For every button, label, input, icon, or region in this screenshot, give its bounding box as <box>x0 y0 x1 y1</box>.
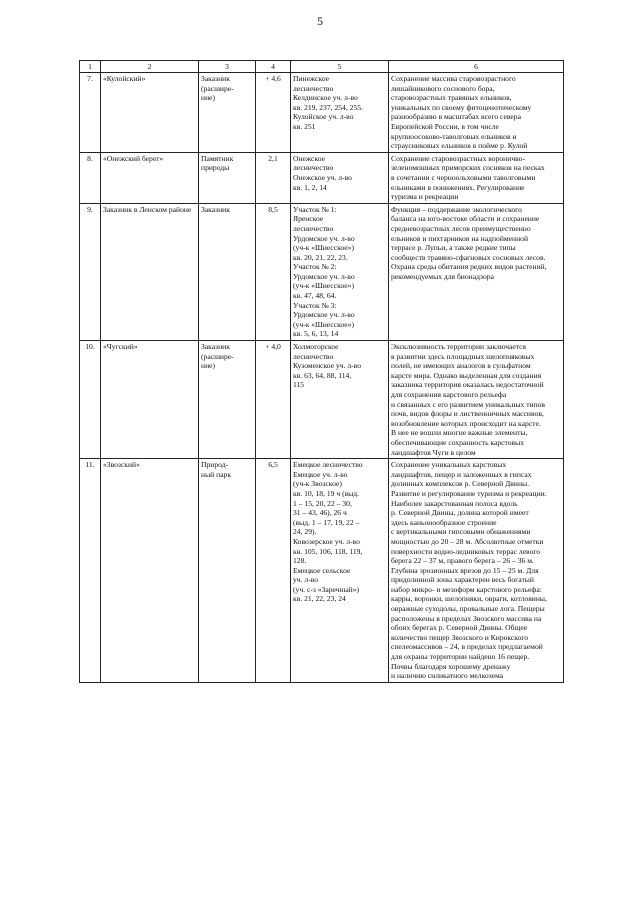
table-row <box>80 341 564 459</box>
area-description-line: Охрана среды обитания редких видов растений, <box>391 262 547 272</box>
area-description-line: с вертикальными гипсовыми обнажениями <box>391 527 531 537</box>
area-location-line: лесничество <box>293 351 334 361</box>
area-location-line: Онежское <box>293 153 325 163</box>
area-description-line: туризма и рекреации <box>391 192 459 202</box>
table-header-row <box>80 61 564 73</box>
area-description-line: спелеомассивов – 24, в пределах предлагаемой <box>391 642 543 652</box>
area-location <box>291 73 389 153</box>
area-name: «Кулойский» <box>101 73 199 153</box>
area-description-line: Европейской России, в том числе <box>391 121 499 131</box>
area-location-line: (выд. 1 – 17, 19, 22 – <box>293 517 360 527</box>
area-description-line: набор микро- и мезоформ карстового рельефа: <box>391 584 542 594</box>
protected-areas-table <box>79 60 564 683</box>
header-col-2: 2 <box>101 61 199 73</box>
area-location-line: Участок № 2: <box>293 262 337 272</box>
area-location-line: Яренское <box>293 214 324 224</box>
area-category-line: Заказник <box>201 342 230 352</box>
table-row <box>80 73 564 153</box>
area-location-line: (уч-к «Шиесское») <box>293 281 354 291</box>
area-location-line: Онежское уч. л-во <box>293 172 352 182</box>
area-location-line: Урдомское уч. л-во <box>293 310 355 320</box>
area-description-line: старовозрастных травяных ельников, <box>391 93 512 103</box>
row-number: 11. <box>80 459 101 683</box>
area-description-line: карры, воронки, шелопняки, овраги, котловины, <box>391 594 547 604</box>
area-category-line: (расшире- <box>201 351 234 361</box>
area-description-line: для охраны территории найдено 16 пещер. <box>391 652 530 662</box>
area-name: Заказник в Ленском районе <box>101 203 199 340</box>
area-size: 6,5 <box>256 459 291 683</box>
area-description-line: баланса на юго-востоке области и сохранение <box>391 214 540 224</box>
table-row <box>80 203 564 340</box>
area-description-line: полей, не имеющих аналогов в сульфатном <box>391 361 531 371</box>
area-category-line: ние) <box>201 361 216 371</box>
area-description-line: зеленомошных приморских сосняков на песках <box>391 163 545 173</box>
area-category <box>199 152 256 203</box>
area-category-line: (расшире- <box>201 83 234 93</box>
area-category-line: Заказник <box>201 74 230 83</box>
area-description-line: долинных комплексов р. Северной Двины. <box>391 479 530 489</box>
area-location-line: лесничество <box>293 223 334 233</box>
page-number: 5 <box>317 14 323 28</box>
area-category <box>199 203 256 340</box>
area-location-line: кв. 20, 21, 22, 23. <box>293 252 348 262</box>
area-location-line: Участок № 3: <box>293 300 337 310</box>
area-description-line: карсте мира. Однако выделенная для создания <box>391 370 542 380</box>
area-description-line: для сохранения карстового рельефа <box>391 390 507 399</box>
area-location <box>291 459 389 683</box>
area-description-line: средневозрастных лесов преимущественно <box>391 223 531 233</box>
area-location <box>291 152 389 203</box>
area-location-line: (уч. с-з «Заречный») <box>293 584 360 594</box>
area-description-line: почв, видов флоры и лиственничных массивов, <box>391 409 544 419</box>
area-location-line: Холмогорское <box>293 342 339 352</box>
area-location-line: 31 – 43, 46), 26 ч <box>293 508 347 518</box>
area-description-line: р. Северной Двины, долина которой имеет <box>391 508 529 518</box>
area-location-line: кв. 219, 237, 254, 255. <box>293 102 363 112</box>
area-description-line: в сочетании с черноольховыми таволговыми <box>391 172 536 182</box>
area-location-line: Пинежское <box>293 74 330 83</box>
area-description-line: заказника территория оказалась недостаточной <box>391 380 544 390</box>
header-col-1: 1 <box>80 61 101 73</box>
area-description-line: В нее не вошли многие важные элементы, <box>391 428 528 438</box>
area-location <box>291 341 389 459</box>
area-name: «Онежский берег» <box>101 152 199 203</box>
area-description-line: страусниковых ельников в пойме р. Кулой <box>391 141 528 151</box>
area-description-line: Функция – поддержание экологического <box>391 204 522 214</box>
area-description-line: ельниками в понижениях. Регулирование <box>391 182 525 192</box>
area-category <box>199 73 256 153</box>
area-description-line: количество пещер Звозского и Кирокского <box>391 632 529 642</box>
area-description-line: Почвы благодаря хорошему дренажу <box>391 661 511 671</box>
area-description-line: Наиболее закарстованная полоса вдоль <box>391 498 518 508</box>
area-description-line: сообществ травяно-сфагновых сосновых лесов. <box>391 252 546 262</box>
area-location-line: Урдомское уч. л-во <box>293 271 355 281</box>
area-category-line: Памятник <box>201 153 234 163</box>
area-description-line: возобновление которых происходит на карсте. <box>391 418 541 428</box>
area-description-line: овражные суходолы, провальные лога. Пещеры <box>391 604 545 614</box>
area-description-line: ландшафтов, пещер и заложенных в гипсах <box>391 469 532 479</box>
area-category <box>199 341 256 459</box>
area-size: 2,1 <box>256 152 291 203</box>
area-description-line: и связанных с его развитием уникальных типов <box>391 399 546 409</box>
area-description-line: ельников и пихтарников на надпойменной <box>391 233 529 243</box>
area-description-line: берега 22 – 37 м, правого берега – 26 – 36 м. <box>391 556 534 566</box>
row-number: 9. <box>80 203 101 340</box>
area-location-line: (уч-к «Шиесское») <box>293 319 354 329</box>
area-description <box>389 152 564 203</box>
area-description-line: здесь каньонообразное строение <box>391 517 497 527</box>
area-location-line: лесничество <box>293 163 334 173</box>
area-description <box>389 341 564 459</box>
area-description-line: Глубина эрозионных врезов до 15 – 25 м. Для <box>391 565 539 575</box>
area-location-line: лесничество <box>293 83 334 93</box>
area-location-line: уч. л-во <box>293 575 319 585</box>
area-description-line: Эксклюзивность территории заключается <box>391 342 527 352</box>
area-location-line: (уч-к Звозское) <box>293 479 342 489</box>
header-col-4: 4 <box>256 61 291 73</box>
area-description-line: расположены в пределах Звозского массива на <box>391 613 542 623</box>
area-location-line: Кулойское уч. л-во <box>293 112 354 122</box>
area-location-line: Урдомское уч. л-во <box>293 233 355 243</box>
area-description-line: в развитии здесь площадных шелопняковых <box>391 351 535 361</box>
area-name: «Чугский» <box>101 341 199 459</box>
row-number: 8. <box>80 152 101 203</box>
area-location-line: (уч-к «Шиесское») <box>293 243 354 253</box>
area-location-line: 1 – 15, 20, 22 – 30, <box>293 498 352 508</box>
row-number: 10. <box>80 341 101 459</box>
area-location-line: 115 <box>293 380 305 390</box>
header-col-6: 6 <box>389 61 564 73</box>
area-description-line: и наличию силикатного мелкозема <box>391 671 504 681</box>
area-description-line: мощностью до 20 – 28 м. Абсолютные отметки <box>391 536 544 546</box>
area-location-line: кв. 10, 18, 19 ч (выд. <box>293 488 360 498</box>
area-location-line: Кузоменское уч. л-во <box>293 361 362 371</box>
table-row <box>80 459 564 683</box>
area-description-line: лишайникового соснового бора, <box>391 83 495 93</box>
area-category-line: ние) <box>201 93 216 103</box>
table-row <box>80 152 564 203</box>
area-description-line: уникальных по своему фитоценотическому <box>391 102 532 112</box>
area-location-line: Емецкое уч. л-во <box>293 469 348 479</box>
area-location-line: Ковозерское уч. л-во <box>293 536 360 546</box>
area-location-line: кв. 105, 106, 118, 119, <box>293 546 363 556</box>
area-location-line: кв. 1, 2, 14 <box>293 182 327 192</box>
area-description <box>389 459 564 683</box>
area-description-line: Развитие и регулирование туризма и рекреации. <box>391 488 547 498</box>
area-location-line: Келдинское уч. л-во <box>293 93 358 103</box>
area-category-line: ный парк <box>201 469 232 479</box>
row-number: 7. <box>80 73 101 153</box>
area-size: + 4,0 <box>256 341 291 459</box>
area-description-line: террасе р. Лупьи, а также редкие типы <box>391 243 516 253</box>
area-description-line: обеспечивающие сохранность карстовых <box>391 437 525 447</box>
area-description-line: разнообразию в масштабах всего севера <box>391 112 521 122</box>
area-location-line: кв. 5, 6, 13, 14 <box>293 329 339 339</box>
area-location-line: кв. 47, 48, 64. <box>293 291 337 301</box>
area-size: 8,5 <box>256 203 291 340</box>
area-category <box>199 459 256 683</box>
area-name: «Звозский» <box>101 459 199 683</box>
area-location-line: кв. 63, 64, 88, 114, <box>293 370 352 380</box>
area-location-line: 128. <box>293 556 307 566</box>
area-description-line: Сохранение уникальных карстовых <box>391 460 507 470</box>
area-location-line: Емецкое лесничество <box>293 460 363 470</box>
area-location <box>291 203 389 340</box>
area-description-line: придолинной зоны характерен весь богатый <box>391 575 534 585</box>
area-description-line: ландшафтов Чуги в целом <box>391 447 476 457</box>
area-description-line: рекомендуемых для бионадзора <box>391 271 494 281</box>
area-description <box>389 203 564 340</box>
area-location-line: 24, 29). <box>293 527 317 537</box>
header-col-5: 5 <box>291 61 389 73</box>
area-description-line: крупноосоково-таволговых ельников и <box>391 131 517 141</box>
area-category-line: природы <box>201 163 230 173</box>
area-category-line: Заказник <box>201 204 230 214</box>
area-category-line: Природ- <box>201 460 229 470</box>
area-location-line: кв. 21, 22, 23, 24 <box>293 594 346 604</box>
header-col-3: 3 <box>199 61 256 73</box>
area-description <box>389 73 564 153</box>
area-description-line: Сохранение массива старовозрастного <box>391 74 516 83</box>
area-location-line: кв. 251 <box>293 121 316 131</box>
area-location-line: Емецкое сельское <box>293 565 351 575</box>
area-location-line: Участок № 1: <box>293 204 337 214</box>
area-description-line: Сохранение старовозрастных вороничво- <box>391 153 525 163</box>
area-description-line: поверхности водно-ледниковых террас левого <box>391 546 541 556</box>
area-description-line: обоих берегах р. Северной Двины. Общее <box>391 623 528 633</box>
area-size: + 4,6 <box>256 73 291 153</box>
